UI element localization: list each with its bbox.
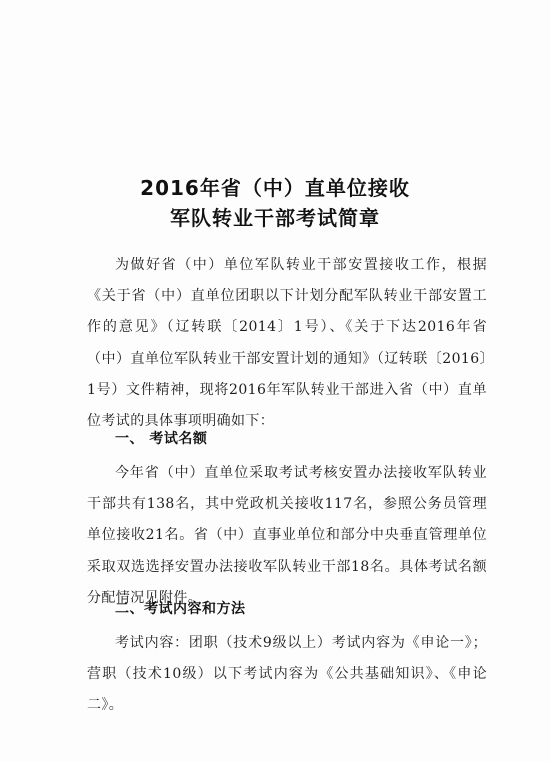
document-title-line-2: 军队转业干部考试简章 [170,206,380,230]
section-heading-exam-quota: 一、 考试名额 [115,431,208,447]
exam-content-paragraph-block [87,628,487,722]
document-title-line-1: 2016年省（中）直单位接收 [140,176,410,200]
intro-paragraph-block [87,250,487,437]
intro-paragraph: 为做好省（中）单位军队转业干部安置接收工作，根据《关于省（中）直单位团职以下计划分配军队转业干部安置工作的意见》（辽转联〔2014〕1号）、《关于下达2016年省（中）直单位军队转业干部安置计划的通知》（辽转联〔2016〕1号）文件精神，现将2016年军队转业干部进入省（中）直单位考试的具体事项明确如下： [87,257,487,430]
exam-quota-paragraph-block [87,458,487,614]
section-heading-exam-content: 二、考试内容和方法 [115,601,246,617]
exam-content-paragraph: 考试内容：团职（技术9级以上）考试内容为《申论一》；营职（技术10级）以下考试内容为《公共基础知识》、《申论二》。 [87,635,487,714]
exam-quota-paragraph: 今年省（中）直单位采取考试考核安置办法接收军队转业干部共有138名，其中党政机关接收117名，参照公务员管理单位接收21名。省（中）直事业单位和部分中央垂直管理单位采取双选选择安置办法接收军队转业干部18名。具体考试名额分配情况见附件。 [87,465,487,606]
